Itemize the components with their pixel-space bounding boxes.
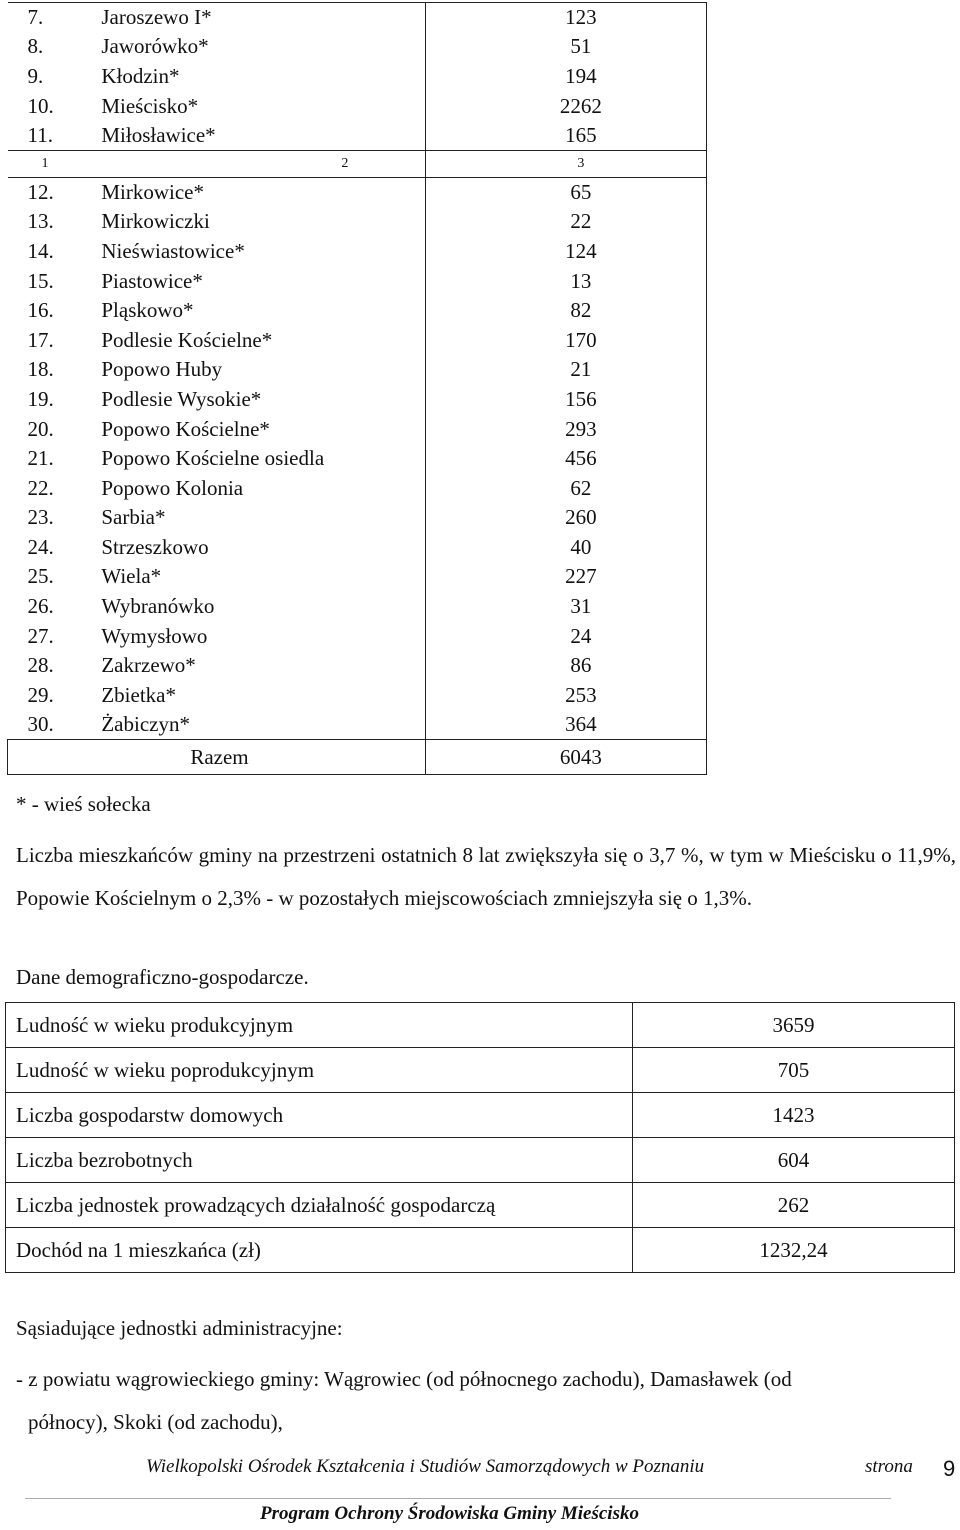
village-population: 456 — [425, 444, 706, 474]
village-name: Wiela* — [101, 564, 162, 589]
neighbors-line-2: północy), Skoki (od zachodu), — [28, 1410, 283, 1434]
population-paragraph — [16, 834, 956, 920]
stat-label: Liczba jednostek prowadzących działalność gospodarczą — [6, 1183, 633, 1228]
stats-table — [5, 1002, 955, 1273]
row-number: 13. — [27, 209, 54, 234]
stat-value: 3659 — [633, 1003, 955, 1048]
table-row — [8, 385, 707, 415]
village-population: 2262 — [425, 91, 706, 121]
village-name: Sarbia* — [101, 505, 166, 530]
row-number: 24. — [27, 534, 54, 559]
village-population: 65 — [425, 177, 706, 207]
row-number: 28. — [27, 653, 54, 678]
column-number-3: 3 — [425, 150, 706, 177]
table-row — [8, 621, 707, 651]
table-row — [8, 651, 707, 681]
village-population: 40 — [425, 533, 706, 563]
stat-value: 604 — [633, 1138, 955, 1183]
row-number: 30. — [27, 712, 54, 737]
village-name: Jaworówko* — [101, 34, 209, 59]
table-row — [6, 1093, 955, 1138]
footer-institution: Wielkopolski Ośrodek Kształcenia i Studiów Samorządowych w Poznaniu — [146, 1456, 705, 1477]
footer-page-number: 9 — [943, 1456, 956, 1481]
stat-value: 1423 — [633, 1093, 955, 1138]
village-name: Pląskowo* — [101, 298, 194, 323]
village-name: Podlesie Kościelne* — [101, 327, 273, 352]
village-name: Strzeszkowo — [101, 534, 209, 559]
row-number: 26. — [27, 594, 54, 619]
table-row — [8, 681, 707, 711]
village-population: 364 — [425, 710, 706, 740]
stat-value: 705 — [633, 1048, 955, 1093]
neighbors-title: Sąsiadujące jednostki administracyjne: — [16, 1316, 343, 1340]
column-number-row — [8, 150, 707, 177]
village-name: Mirkowice* — [101, 180, 205, 205]
footer-strona-label: strona — [865, 1456, 913, 1477]
total-value: 6043 — [425, 740, 706, 775]
row-number: 23. — [27, 505, 54, 530]
village-name: Wymysłowo — [101, 623, 208, 648]
footer-program-title: Program Ochrony Środowiska Gminy Mieścisko — [260, 1503, 639, 1524]
table-row — [8, 3, 707, 33]
table-row — [8, 325, 707, 355]
village-population: 156 — [425, 385, 706, 415]
village-population: 227 — [425, 562, 706, 592]
village-name: Mirkowiczki — [101, 209, 210, 234]
village-population: 123 — [425, 3, 706, 33]
table-row — [8, 177, 707, 207]
table-row — [6, 1228, 955, 1273]
paragraph-text: Liczba mieszkańców gminy na przestrzeni ostatnich 8 lat zwiększyła się o 3,7 %, w tym w Mieścisku o 11,9%, Popowie Kościelnym o 2,3% - w pozostałych miejscowościach zmniejszyła się o 1,3%. — [16, 843, 956, 910]
row-number: 18. — [27, 357, 54, 382]
table-row — [8, 91, 707, 121]
column-number-2: 2 — [95, 150, 425, 177]
table-row — [8, 207, 707, 237]
table-row — [8, 414, 707, 444]
village-population: 194 — [425, 62, 706, 92]
row-number: 15. — [27, 268, 54, 293]
village-name: Piastowice* — [101, 268, 203, 293]
row-number: 21. — [27, 446, 54, 471]
row-number: 19. — [27, 386, 54, 411]
table-row — [8, 473, 707, 503]
legend-note: * - wieś sołecka — [16, 792, 151, 816]
row-number: 14. — [27, 238, 54, 263]
table-row — [8, 710, 707, 740]
village-population: 86 — [425, 651, 706, 681]
village-name: Żabiczyn* — [101, 712, 190, 737]
table-row — [8, 32, 707, 62]
village-name: Popowo Kolonia — [101, 475, 244, 500]
stat-label: Dochód na 1 mieszkańca (zł) — [6, 1228, 633, 1273]
table-row — [6, 1048, 955, 1093]
table-row — [8, 533, 707, 563]
row-number: 20. — [27, 416, 54, 441]
table-row — [6, 1183, 955, 1228]
row-number: 7. — [8, 3, 96, 33]
villages-table — [7, 2, 707, 775]
row-number: 16. — [27, 298, 54, 323]
stat-value: 262 — [633, 1183, 955, 1228]
row-number: 8. — [27, 34, 44, 59]
total-label: Razem — [8, 740, 426, 775]
village-population: 21 — [425, 355, 706, 385]
village-name: Mieścisko* — [101, 93, 199, 118]
table-row — [8, 237, 707, 267]
village-name: Zakrzewo* — [101, 653, 196, 678]
village-population: 22 — [425, 207, 706, 237]
stat-label: Ludność w wieku produkcyjnym — [6, 1003, 633, 1048]
village-population: 293 — [425, 414, 706, 444]
table-row — [8, 266, 707, 296]
village-name: Popowo Kościelne osiedla — [101, 446, 325, 471]
village-name: Popowo Huby — [101, 357, 223, 382]
village-name: Podlesie Wysokie* — [101, 386, 262, 411]
stat-label: Liczba bezrobotnych — [6, 1138, 633, 1183]
table-row — [8, 592, 707, 622]
row-number: 17. — [27, 327, 54, 352]
village-population: 253 — [425, 681, 706, 711]
table-row — [8, 503, 707, 533]
column-number-1: 1 — [8, 150, 96, 177]
village-population: 165 — [425, 121, 706, 151]
village-name: Zbietka* — [101, 682, 176, 707]
row-number: 10. — [27, 93, 54, 118]
row-number: 9. — [27, 63, 44, 88]
table-row — [6, 1003, 955, 1048]
village-population: 13 — [425, 266, 706, 296]
footer-divider — [25, 1498, 891, 1499]
table-row — [8, 296, 707, 326]
stat-label: Liczba gospodarstw domowych — [6, 1093, 633, 1138]
village-name: Jaroszewo I* — [95, 3, 425, 33]
village-population: 82 — [425, 296, 706, 326]
neighbors-line-1: - z powiatu wągrowieckiego gminy: Wągrowiec (od północnego zachodu), Damasławek (od — [16, 1367, 792, 1391]
table-row — [8, 121, 707, 151]
stat-label: Ludność w wieku poprodukcyjnym — [6, 1048, 633, 1093]
table-row — [8, 444, 707, 474]
table-row — [8, 562, 707, 592]
village-population: 24 — [425, 621, 706, 651]
stat-value: 1232,24 — [633, 1228, 955, 1273]
village-population: 124 — [425, 237, 706, 267]
village-name: Wybranówko — [101, 594, 215, 619]
table-row — [6, 1138, 955, 1183]
row-number: 27. — [27, 623, 54, 648]
village-population: 170 — [425, 325, 706, 355]
neighbors-text — [16, 1358, 946, 1444]
village-name: Popowo Kościelne* — [101, 416, 270, 441]
row-number: 11. — [27, 122, 53, 147]
section-title: Dane demograficzno-gospodarcze. — [16, 965, 309, 989]
row-number: 12. — [27, 180, 54, 205]
village-population: 31 — [425, 592, 706, 622]
village-population: 51 — [425, 32, 706, 62]
row-number: 22. — [27, 475, 54, 500]
village-name: Nieświastowice* — [101, 238, 245, 263]
village-name: Miłosławice* — [101, 122, 216, 147]
village-population: 260 — [425, 503, 706, 533]
village-population: 62 — [425, 473, 706, 503]
table-row — [8, 62, 707, 92]
total-row — [8, 740, 707, 775]
row-number: 25. — [27, 564, 54, 589]
row-number: 29. — [27, 682, 54, 707]
table-row — [8, 355, 707, 385]
village-name: Kłodzin* — [101, 63, 180, 88]
